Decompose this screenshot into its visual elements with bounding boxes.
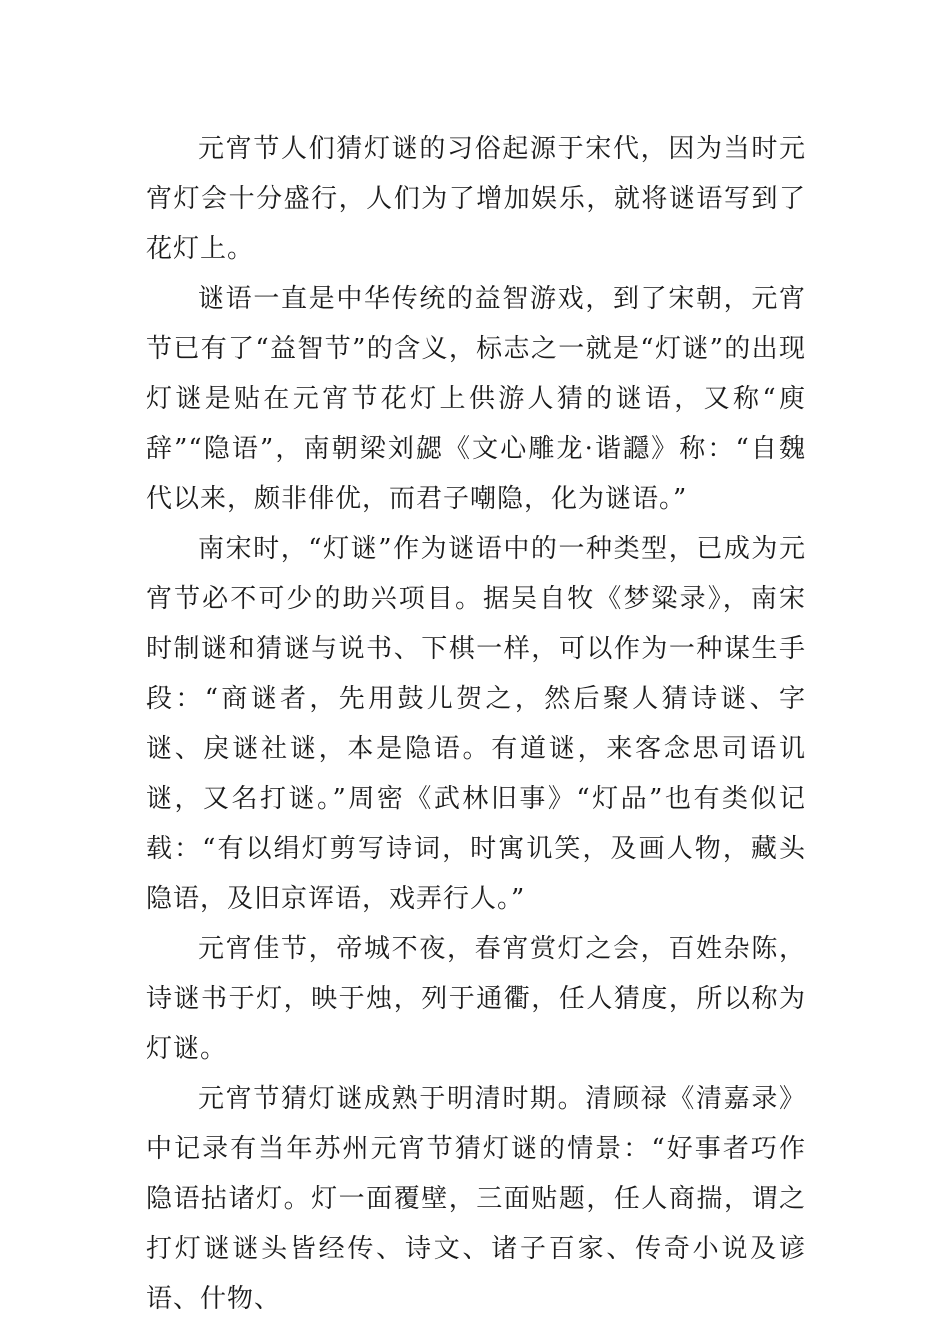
paragraph-2: 谜语一直是中华传统的益智游戏，到了宋朝，元宵节已有了“益智节”的含义，标志之一就是“灯谜”的出现灯谜是贴在元宵节花灯上供游人猜的谜语，又称“庾辞”“隐语”，南朝梁刘勰《文心雕龙·谐讔》称：“自魏代以来，颇非俳优，而君子嘲隐，化为谜语。”	[146, 284, 806, 514]
paragraph-5: 元宵节猜灯谜成熟于明清时期。清顾禄《清嘉录》中记录有当年苏州元宵节猜灯谜的情景：“好事者巧作隐语拈诸灯。灯一面覆壁，三面贴题，任人商揣，谓之打灯谜谜头皆经传、诗文、诸子百家、传奇小说及谚语、什物、	[146, 1084, 806, 1314]
paragraph-4: 元宵佳节，帝城不夜，春宵赏灯之会，百姓杂陈，诗谜书于灯，映于烛，列于通衢，任人猜度，所以称为灯谜。	[146, 934, 806, 1064]
document-body	[146, 124, 806, 1324]
paragraph-1: 元宵节人们猜灯谜的习俗起源于宋代，因为当时元宵灯会十分盛行，人们为了增加娱乐，就将谜语写到了花灯上。	[146, 134, 806, 264]
paragraph-3: 南宋时，“灯谜”作为谜语中的一种类型，已成为元宵节必不可少的助兴项目。据吴自牧《梦粱录》，南宋时制谜和猜谜与说书、下棋一样，可以作为一种谋生手段：“商谜者，先用鼓儿贺之，然后聚人猜诗谜、字谜、戾谜社谜，本是隐语。有道谜，来客念思司语讥谜，又名打谜。”周密《武林旧事》“灯品”也有类似记载：“有以绢灯剪写诗词，时寓讥笑，及画人物，藏头隐语，及旧京诨语，戏弄行人。”	[146, 534, 806, 914]
